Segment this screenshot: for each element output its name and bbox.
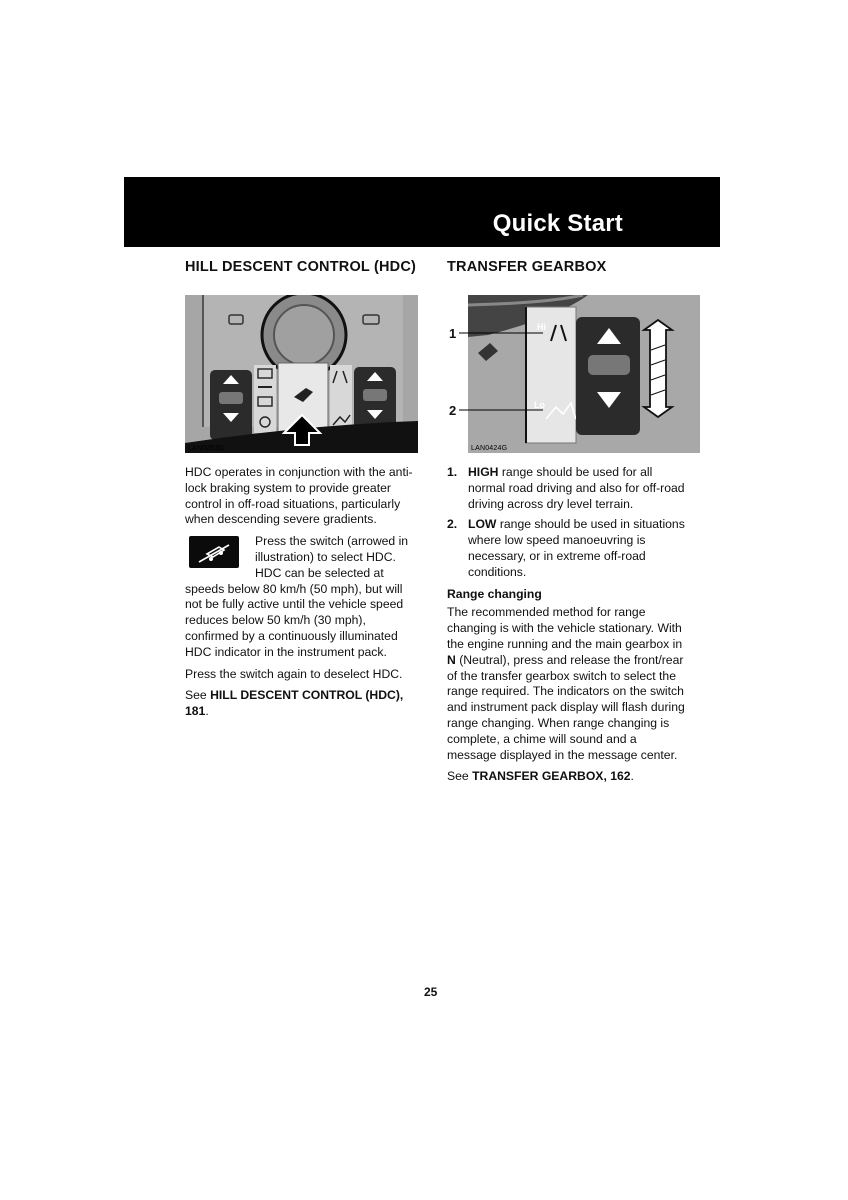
lo-label: Lo bbox=[534, 400, 545, 410]
callout-2: 2 bbox=[449, 403, 457, 418]
figure-code: LAN0263G bbox=[188, 445, 225, 452]
hdc-heading: HILL DESCENT CONTROL (HDC) bbox=[185, 259, 417, 275]
hdc-intro-paragraph: HDC operates in conjunction with the anti-lock braking system to provide greater control in off-road situations, particularly when descending severe gradients. bbox=[185, 465, 413, 527]
range-changing-paragraph: The recommended method for range changing is with the vehicle stationary. With the engine running and the main gearbox in N (Neutral), press and release the front/rear of the transfer gearbox switch to select the range required. The indicators on the switch and instrument pack display will flash during range changing. When range changing is complete, a chime will sound and a message displayed in the message center. bbox=[447, 605, 685, 762]
hdc-illustration bbox=[185, 295, 418, 453]
range-changing-heading: Range changing bbox=[447, 586, 542, 601]
page-title: Quick Start bbox=[492, 210, 623, 237]
hdc-select-paragraph: Press the switch (arrowed in illustration) to select HDC. HDC can be selected at speeds below 80 km/h (50 mph), but will not be fully active until the vehicle speed reduces below 50 km/h (30 mph), confirmed by a continuously illuminated HDC indicator in the instrument pack. bbox=[185, 534, 409, 659]
hdc-symbol-icon bbox=[189, 536, 239, 568]
callout-leader-lines bbox=[459, 328, 549, 418]
transfer-reference-link: TRANSFER GEARBOX, 162 bbox=[472, 769, 631, 784]
callout-1: 1 bbox=[449, 326, 457, 341]
transfer-see-reference: See TRANSFER GEARBOX, 162. bbox=[447, 769, 634, 784]
transfer-gearbox-heading: TRANSFER GEARBOX bbox=[447, 259, 607, 275]
page-number: 25 bbox=[424, 985, 438, 999]
list-item: 2. LOW range should be used in situations where low speed manoeuvring is necessary, or in extreme off-road conditions. bbox=[447, 517, 685, 579]
figure-code: LAN0424G bbox=[471, 445, 508, 452]
list-item: 1. HIGH range should be used for all normal road driving and also for off-road driving across dry level terrain. bbox=[447, 465, 685, 511]
hdc-see-reference: See HILL DESCENT CONTROL (HDC), 181. bbox=[185, 688, 404, 719]
header-band bbox=[124, 177, 720, 247]
range-list bbox=[447, 465, 687, 581]
hdc-section bbox=[185, 257, 421, 726]
hdc-deselect-paragraph: Press the switch again to deselect HDC. bbox=[185, 666, 403, 681]
hi-label: Hi bbox=[537, 322, 546, 332]
hdc-reference-link: HILL DESCENT CONTROL (HDC), 181 bbox=[185, 688, 404, 719]
hdc-switch-panel-drawing bbox=[185, 295, 418, 453]
